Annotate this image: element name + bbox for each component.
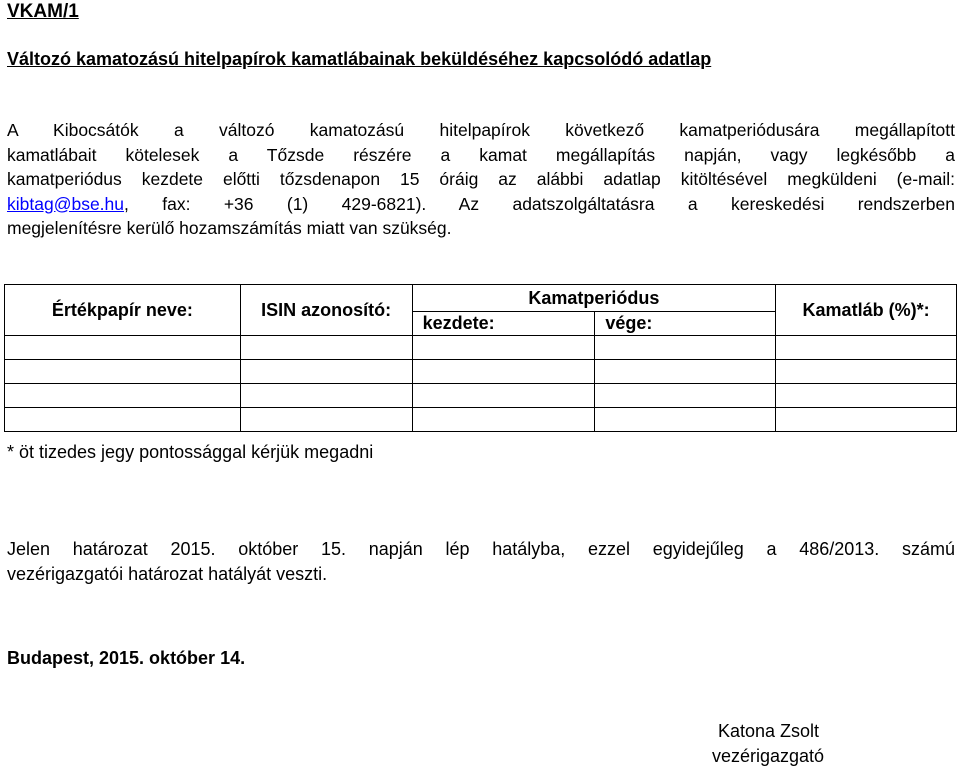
intro-line-text: , fax: +36 (1) 429-6821). Az adatszolgáltatásra a kereskedési rendszerben [124,193,955,214]
intro-paragraph [7,118,955,241]
email-link[interactable]: kibtag@bse.hu [7,193,125,214]
security-name-cell[interactable] [5,336,241,360]
interest-rate-cell[interactable] [776,408,957,432]
intro-line: kamatlábait kötelesek a Tőzsde részére a kamat megállapítás napján, vagy legkésőbb a [7,144,955,165]
period-end-cell[interactable] [595,360,776,384]
effect-paragraph [7,537,955,587]
period-start-cell[interactable] [412,384,595,408]
table-row [5,384,957,408]
signatory-title: vezérigazgató [712,746,825,766]
intro-line: megjelenítésre kerülő hozamszámítás miatt van szükség. [7,218,452,238]
header-period-start: kezdete: [412,312,595,336]
period-start-cell[interactable] [412,336,595,360]
footnote: * öt tizedes jegy pontossággal kérjük megadni [7,442,374,462]
table-row [5,408,957,432]
header-isin: ISIN azonosító: [240,285,412,336]
interest-rate-cell[interactable] [776,360,957,384]
document-title: Változó kamatozású hitelpapírok kamatlábainak beküldéséhez kapcsolódó adatlap [7,49,712,69]
document-code: VKAM/1 [7,1,79,22]
interest-rate-cell[interactable] [776,384,957,408]
intro-line: A Kibocsátók a változó kamatozású hitelpapírok következő kamatperiódusára megállapított [7,120,955,140]
security-name-cell[interactable] [5,384,241,408]
intro-line: kamatperiódus kezdete előtti tőzsdenapon 15 óráig az alábbi adatlap kitöltésével megküldeni (e-mail: [7,169,955,189]
signatory-name: Katona Zsolt [718,721,820,741]
interest-rate-cell[interactable] [776,336,957,360]
isin-cell[interactable] [240,360,412,384]
security-name-cell[interactable] [5,360,241,384]
isin-cell[interactable] [240,336,412,360]
header-interest-period: Kamatperiódus [412,285,776,312]
header-interest-rate: Kamatláb (%)*: [776,285,957,336]
table-row [5,336,957,360]
intro-line [7,192,955,217]
date-line: Budapest, 2015. október 14. [7,648,246,668]
period-end-cell[interactable] [595,384,776,408]
effect-line: Jelen határozat 2015. október 15. napján lép hatályba, ezzel egyidejűleg a 486/2013. számú [7,539,955,559]
isin-cell[interactable] [240,384,412,408]
isin-cell[interactable] [240,408,412,432]
header-period-end: vége: [595,312,776,336]
period-end-cell[interactable] [595,408,776,432]
header-security-name: Értékpapír neve: [5,285,241,336]
period-start-cell[interactable] [412,408,595,432]
table-row [5,360,957,384]
period-end-cell[interactable] [595,336,776,360]
effect-line: vezérigazgatói határozat hatályát veszti. [7,564,328,584]
interest-rate-form-table [4,284,957,432]
security-name-cell[interactable] [5,408,241,432]
period-start-cell[interactable] [412,360,595,384]
